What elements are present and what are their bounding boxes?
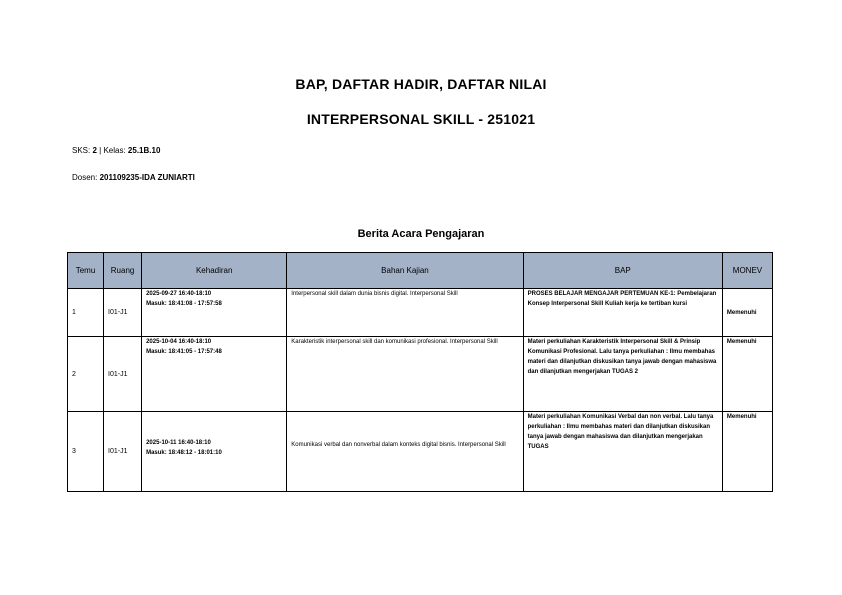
cell-monev <box>722 289 772 337</box>
meta-separator: | <box>96 146 104 155</box>
temu-value: 2 <box>72 370 76 378</box>
cell-bap <box>523 289 722 337</box>
cell-temu <box>68 337 104 412</box>
bap-table <box>67 252 773 492</box>
bahan-text: Karakteristik interpersonal skill dan komunikasi profesional. Interpersonal Skill <box>291 339 498 345</box>
header-temu: Temu <box>68 253 104 289</box>
kehadiran-schedule: 2025-10-11 16:40-18:10 <box>146 440 211 446</box>
cell-ruang <box>104 289 142 337</box>
header-bahan-kajian: Bahan Kajian <box>287 253 523 289</box>
cell-bahan <box>287 412 523 492</box>
ruang-value: I01-J1 <box>108 309 128 316</box>
ruang-value: I01-J1 <box>108 448 128 455</box>
dosen-label: Dosen: <box>72 173 98 182</box>
table-row <box>68 337 773 412</box>
cell-monev <box>722 337 772 412</box>
bap-text: Materi perkuliahan Komunikasi Verbal dan non verbal. Lalu tanya perkuliahan : Ilmu membahas materi dan dilanjutkan diskusikan tanya jawab dengan mahasiswa dan dilanjutkan mengerjakan TUGAS <box>527 414 714 450</box>
cell-kehadiran <box>142 289 287 337</box>
monev-value: Memenuhi <box>726 414 757 420</box>
kehadiran-masuk: Masuk: 18:41:08 - 17:57:58 <box>146 301 222 307</box>
header-kehadiran: Kehadiran <box>142 253 287 289</box>
sks-value: 2 <box>92 146 97 155</box>
meta-sks-kelas <box>72 146 160 155</box>
header-bap: BAP <box>523 253 722 289</box>
cell-bahan <box>287 337 523 412</box>
ruang-value: I01-J1 <box>108 370 128 378</box>
table-row <box>68 289 773 337</box>
temu-value: 1 <box>72 309 76 316</box>
cell-bap <box>523 412 722 492</box>
kehadiran-schedule: 2025-10-04 16:40-18:10 <box>146 339 212 345</box>
monev-value: Memenuhi <box>726 309 757 316</box>
cell-kehadiran <box>142 337 287 412</box>
bahan-text: Komunikasi verbal dan nonverbal dalam konteks digital bisnis. Interpersonal Skill <box>291 442 506 448</box>
cell-ruang <box>104 337 142 412</box>
kehadiran-schedule: 2025-09-27 16:40-18:10 <box>146 291 212 297</box>
table-header-row <box>68 253 773 289</box>
bap-text: Materi perkuliahan Karakteristik Interpersonal Skill & Prinsip Komunikasi Profesional. Lalu tanya perkuliahan : Ilmu membahas materi dan dilanjutkan diskusikan tanya jawab dengan mahasiswa dan dilanjutkan mengerjakan TUGAS 2 <box>527 339 717 375</box>
kelas-label: Kelas: <box>103 146 126 155</box>
section-title: Berita Acara Pengajaran <box>357 228 485 240</box>
bahan-text: Interpersonal skill dalam dunia bisnis digital. Interpersonal Skill <box>291 291 458 297</box>
cell-kehadiran <box>142 412 287 492</box>
temu-value: 3 <box>72 448 76 455</box>
kehadiran-masuk: Masuk: 18:48:12 - 18:01:10 <box>146 450 222 456</box>
cell-ruang <box>104 412 142 492</box>
cell-temu <box>68 412 104 492</box>
bap-text: PROSES BELAJAR MENGAJAR PERTEMUAN KE-1: Pembelajaran Konsep Interpersonal Skill Kuliah kerja ke tertiban kursi <box>527 291 717 307</box>
monev-value: Memenuhi <box>726 339 757 345</box>
kelas-value: 25.1B.10 <box>127 146 161 155</box>
meta-dosen <box>72 173 195 182</box>
cell-temu <box>68 289 104 337</box>
cell-bahan <box>287 289 523 337</box>
cell-bap <box>523 337 722 412</box>
kehadiran-masuk: Masuk: 18:41:05 - 17:57:48 <box>146 349 222 355</box>
dosen-value: 201109235-IDA ZUNIARTI <box>99 173 195 182</box>
document-subtitle: INTERPERSONAL SKILL - 251021 <box>306 111 536 127</box>
sks-label: SKS: <box>72 146 91 155</box>
document-title: BAP, DAFTAR HADIR, DAFTAR NILAI <box>295 76 547 92</box>
cell-monev <box>722 412 772 492</box>
header-monev: MONEV <box>722 253 772 289</box>
header-ruang: Ruang <box>104 253 142 289</box>
table-row <box>68 412 773 492</box>
